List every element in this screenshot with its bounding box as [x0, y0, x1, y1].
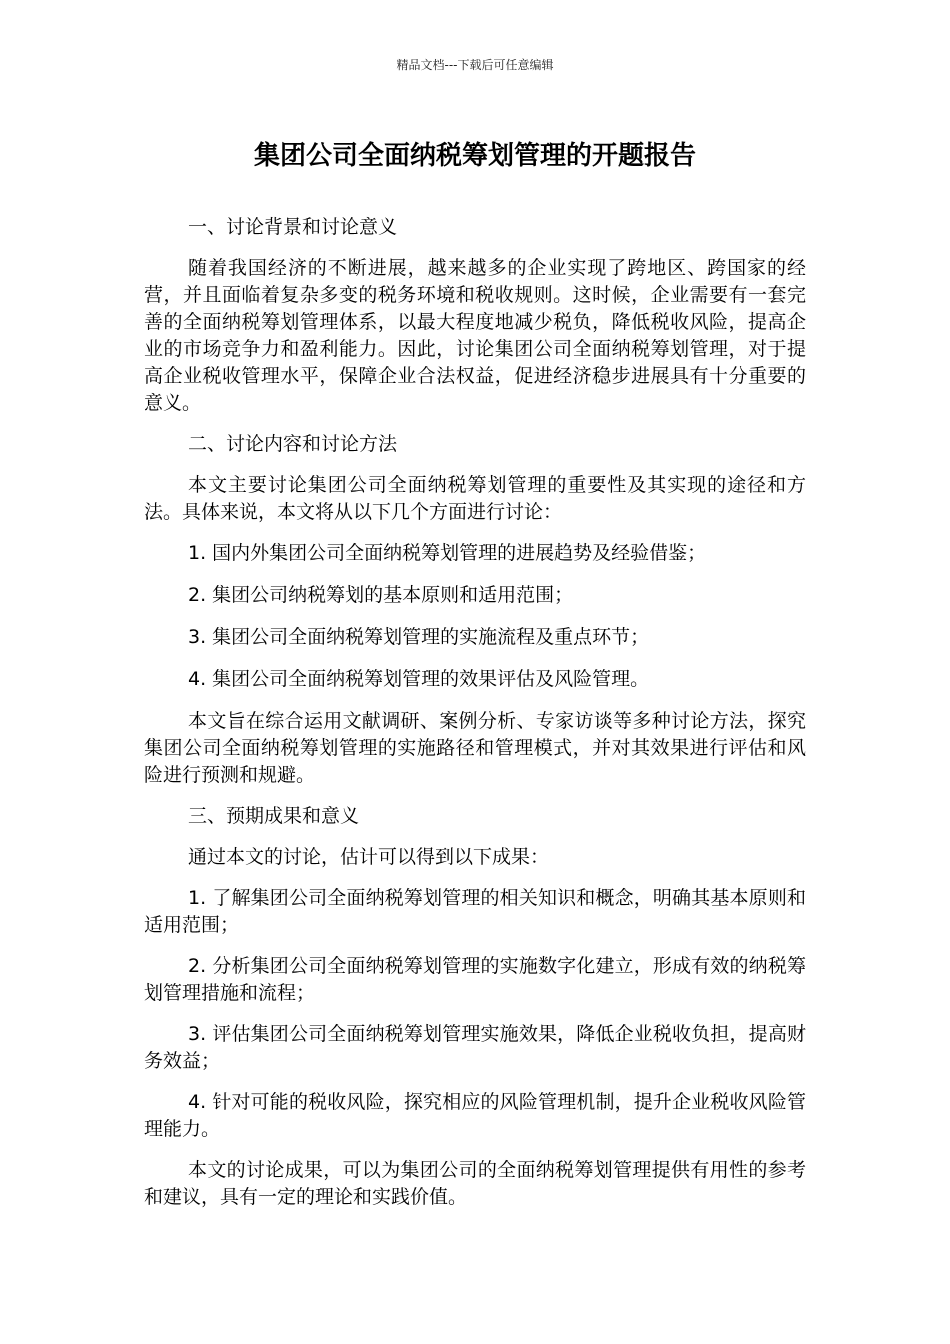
- paragraph-conclusion: 本文的讨论成果，可以为集团公司的全面纳税筹划管理提供有用性的参考和建议，具有一定的理论和实践价值。: [144, 1159, 806, 1208]
- document-title: 集团公司全面纳税筹划管理的开题报告: [253, 141, 696, 171]
- page-header: 精品文档---下载后可任意编辑: [396, 58, 554, 72]
- paragraph-content-intro: 本文主要讨论集团公司全面纳税筹划管理的重要性及其实现的途径和方法。具体来说，本文将从以下几个方面进行讨论：: [144, 474, 806, 523]
- list-item-content-1: 1. 国内外集团公司全面纳税筹划管理的进展趋势及经验借鉴；: [188, 542, 707, 564]
- list-item-result-1: 1. 了解集团公司全面纳税筹划管理的相关知识和概念，明确其基本原则和适用范围；: [144, 887, 806, 936]
- paragraph-method: 本文旨在综合运用文献调研、案例分析、专家访谈等多种讨论方法，探究集团公司全面纳税筹划管理的实施路径和管理模式，并对其效果进行评估和风险进行预测和规避。: [144, 710, 806, 786]
- paragraph-background: 随着我国经济的不断进展，越来越多的企业实现了跨地区、跨国家的经营，并且面临着复杂多变的税务环境和税收规则。这时候，企业需要有一套完善的全面纳税筹划管理体系，以最大程度地减少税负，降低税收风险，提高企业的市场竞争力和盈利能力。因此，讨论集团公司全面纳税筹划管理，对于提高企业税收管理水平，保障企业合法权益，促进经济稳步进展具有十分重要的意义。: [144, 257, 806, 414]
- list-item-result-2: 2. 分析集团公司全面纳税筹划管理的实施数字化建立，形成有效的纳税筹划管理措施和流程；: [144, 955, 806, 1004]
- list-item-content-4: 4. 集团公司全面纳税筹划管理的效果评估及风险管理。: [188, 668, 650, 690]
- section-heading-background: 一、讨论背景和讨论意义: [188, 216, 398, 238]
- paragraph-results-intro: 通过本文的讨论，估计可以得到以下成果：: [188, 846, 550, 868]
- section-heading-results: 三、预期成果和意义: [188, 805, 360, 827]
- section-heading-content-method: 二、讨论内容和讨论方法: [188, 433, 398, 455]
- list-item-content-2: 2. 集团公司纳税筹划的基本原则和适用范围；: [188, 584, 574, 606]
- list-item-result-4: 4. 针对可能的税收风险，探究相应的风险管理机制，提升企业税收风险管理能力。: [144, 1091, 806, 1140]
- document-body: [144, 214, 806, 1225]
- list-item-result-3: 3. 评估集团公司全面纳税筹划管理实施效果，降低企业税收负担，提高财务效益；: [144, 1023, 806, 1072]
- list-item-content-3: 3. 集团公司全面纳税筹划管理的实施流程及重点环节；: [188, 626, 650, 648]
